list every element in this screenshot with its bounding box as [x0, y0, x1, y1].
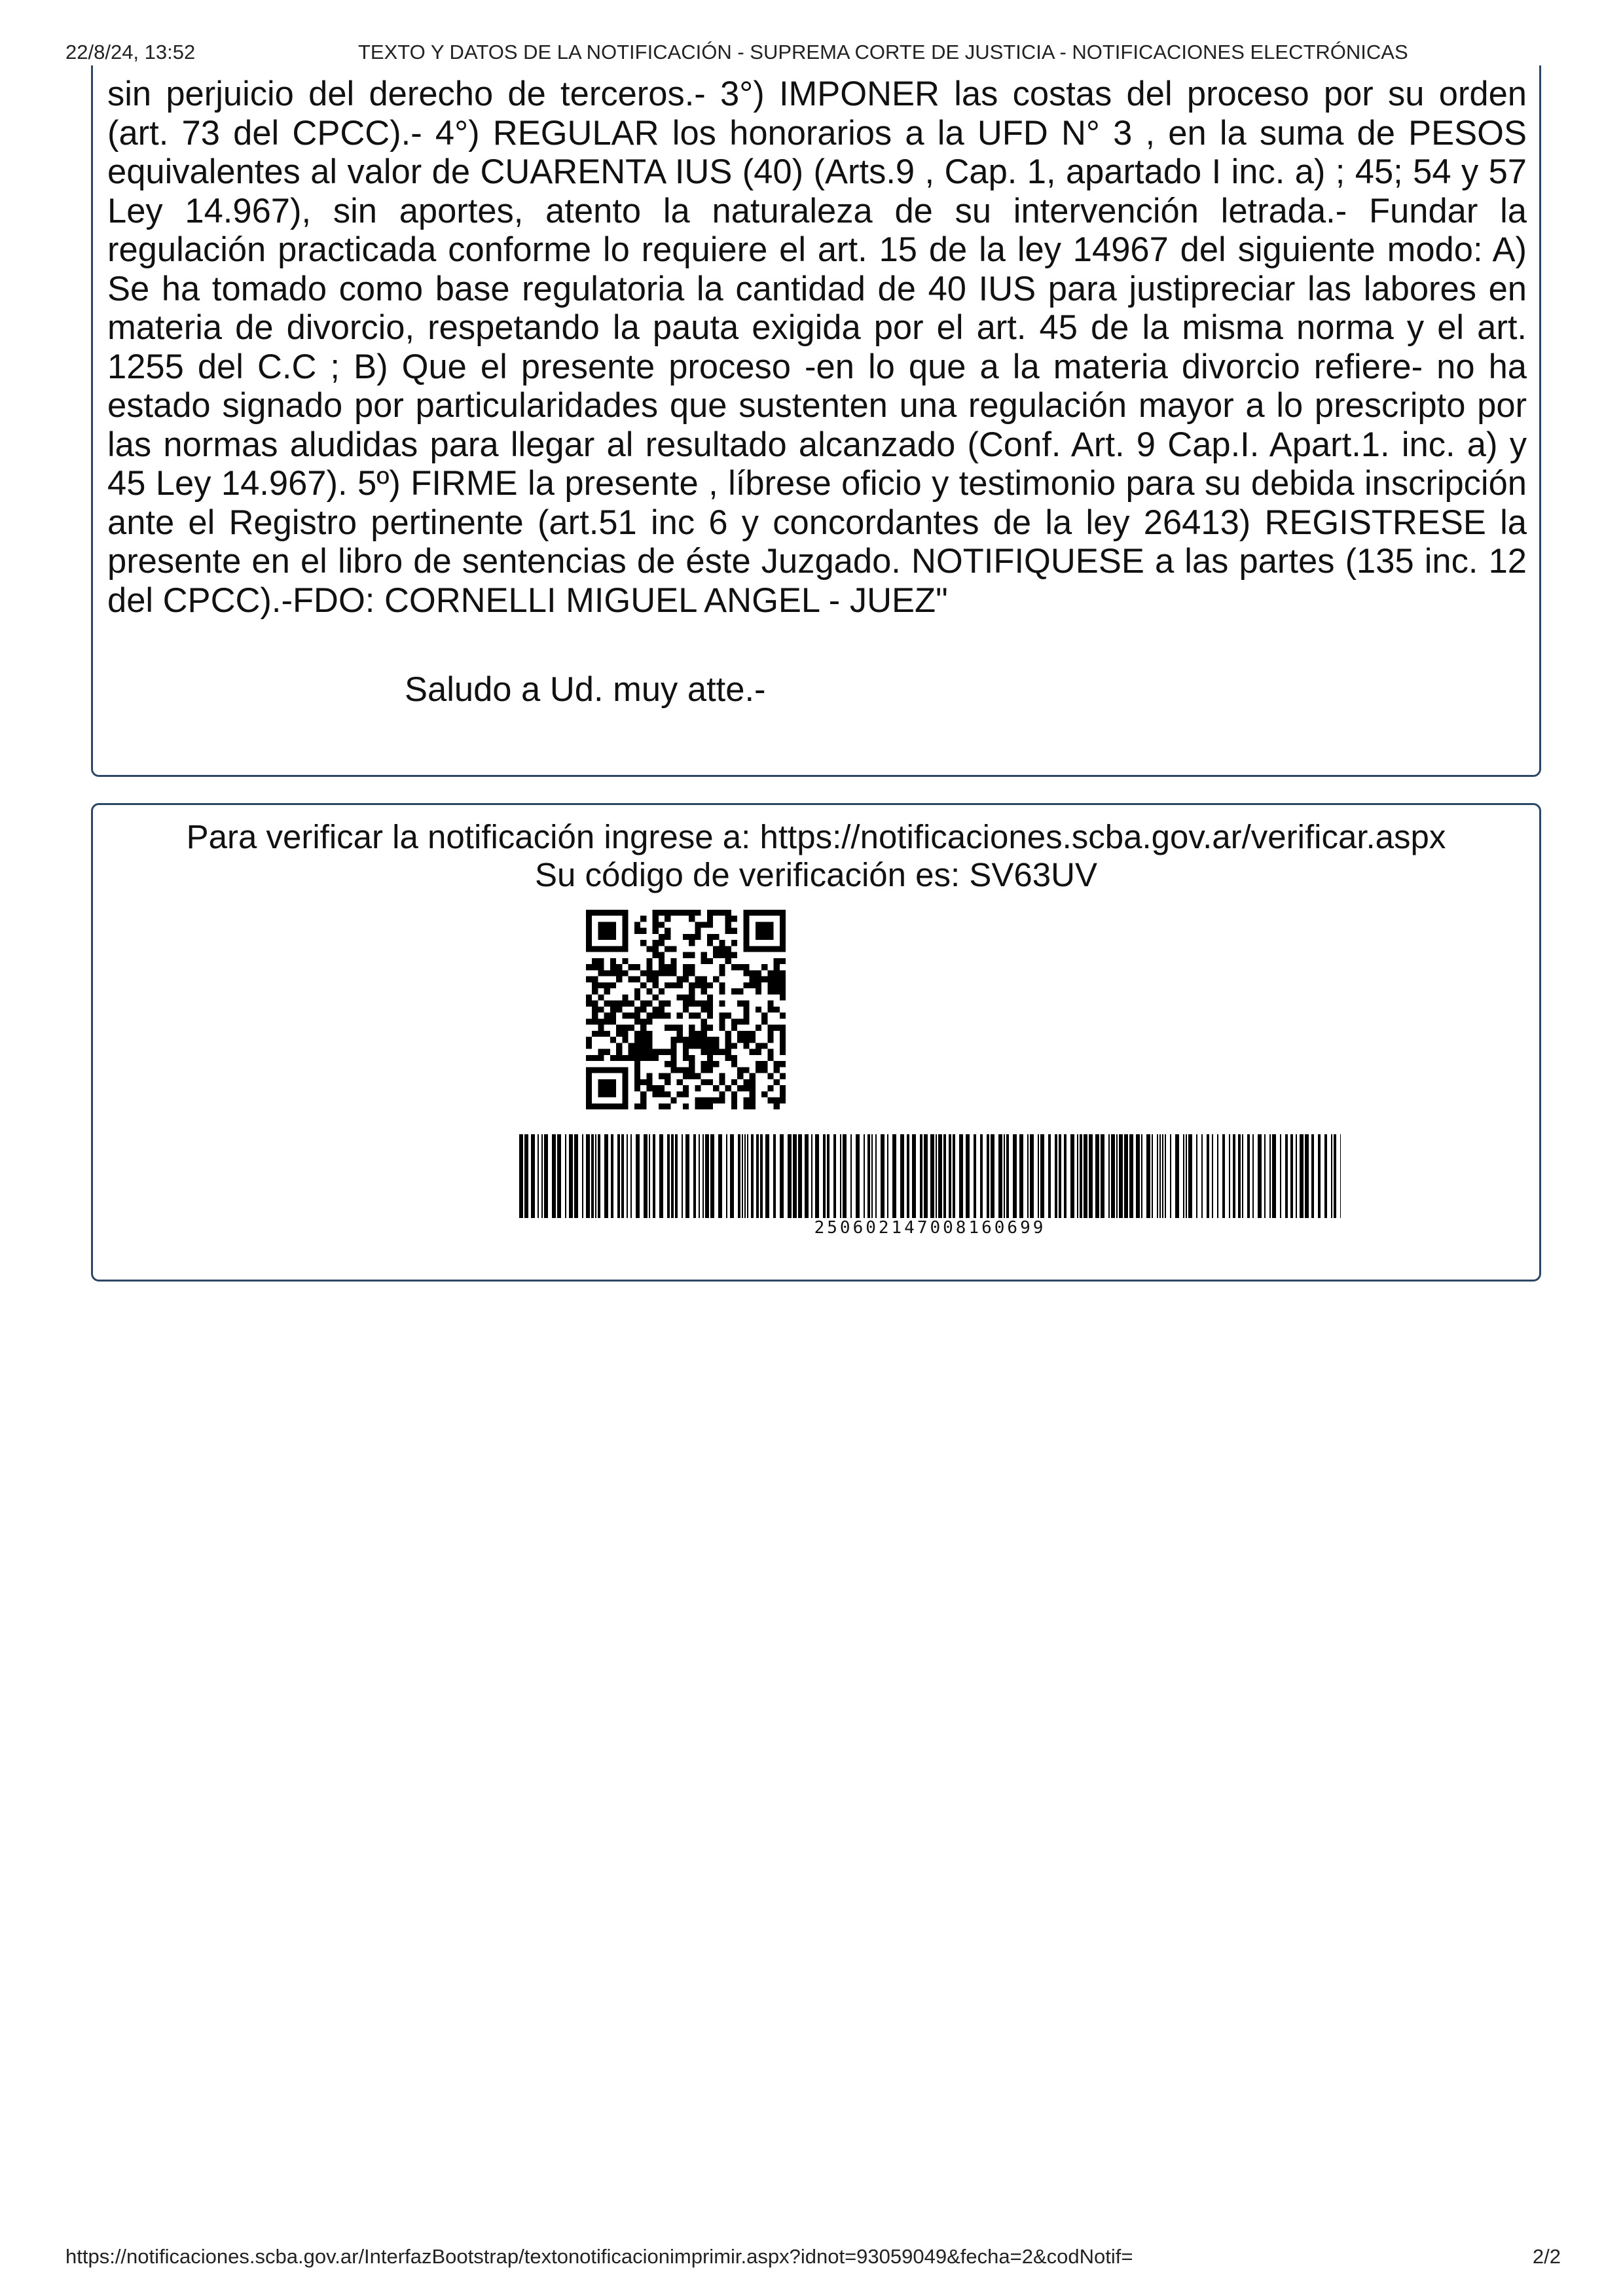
signoff: Saludo a Ud. muy atte.-	[405, 670, 766, 709]
print-title: TEXTO Y DATOS DE LA NOTIFICACIÓN - SUPREMA CORTE DE JUSTICIA - NOTIFICACIONES ELECTRÓNICAS	[358, 41, 1408, 63]
notification-body: sin perjuicio del derecho de terceros.- 3°) IMPONER las costas del proceso por su orden (art. 73 del CPCC).- 4°) REGULAR los honorarios a la UFD N° 3 , en la suma de PESOS equivalentes al valor de CUARENTA IUS (40) (Arts.9 , Cap. 1, apartado I inc. a) ; 45; 54 y 57 Ley 14.967), sin aportes, atento la naturaleza de su intervención letrada.- Fundar la regulación practicada conforme lo requiere el art. 15 de la ley 14967 del siguiente modo: A) Se ha tomado como base regulatoria la cantidad de 40 IUS para justipreciar las labores en materia de divorcio, respetando la pauta exigida por el art. 45 de la misma norma y el art. 1255 del C.C ; B) Que el presente proceso -en lo que a la materia divorcio refiere- no ha estado signado por particularidades que sustenten una regulación mayor a lo prescripto por las normas aludidas para llegar al resultado alcanzado (Conf. Art. 9 Cap.I. Apart.1. inc. a) y 45 Ley 14.967). 5º) FIRME la presente , líbrese oficio y testimonio para su debida inscripción ante el Registro pertinente (art.51 inc 6 y concordantes de la ley 26413) REGISTRESE la presente en el libro de sentencias de éste Juzgado. NOTIFIQUESE a las partes (135 inc. 12 del CPCC).-FDO: CORNELLI MIGUEL ANGEL - JUEZ"	[107, 75, 1527, 620]
print-url: https://notificaciones.scba.gov.ar/InterfazBootstrap/textonotificacionimprimir.aspx?idnot=93059049&fecha=2&codNotif=	[65, 2245, 1133, 2268]
page-number: 2/2	[1532, 2245, 1561, 2268]
barcode-number: 250602147008160699	[814, 1218, 1046, 1238]
barcode-icon	[519, 1134, 1341, 1218]
print-date: 22/8/24, 13:52	[65, 41, 196, 63]
notification-text-box	[91, 65, 1541, 777]
verification-url-line: Para verificar la notificación ingrese a: https://notificaciones.scba.gov.ar/verificar.aspx	[186, 818, 1446, 855]
verification-code-line: Su código de verificación es: SV63UV	[535, 856, 1097, 893]
qr-code-icon	[586, 910, 786, 1109]
verification-box	[91, 803, 1541, 1282]
print-header	[65, 39, 1532, 65]
